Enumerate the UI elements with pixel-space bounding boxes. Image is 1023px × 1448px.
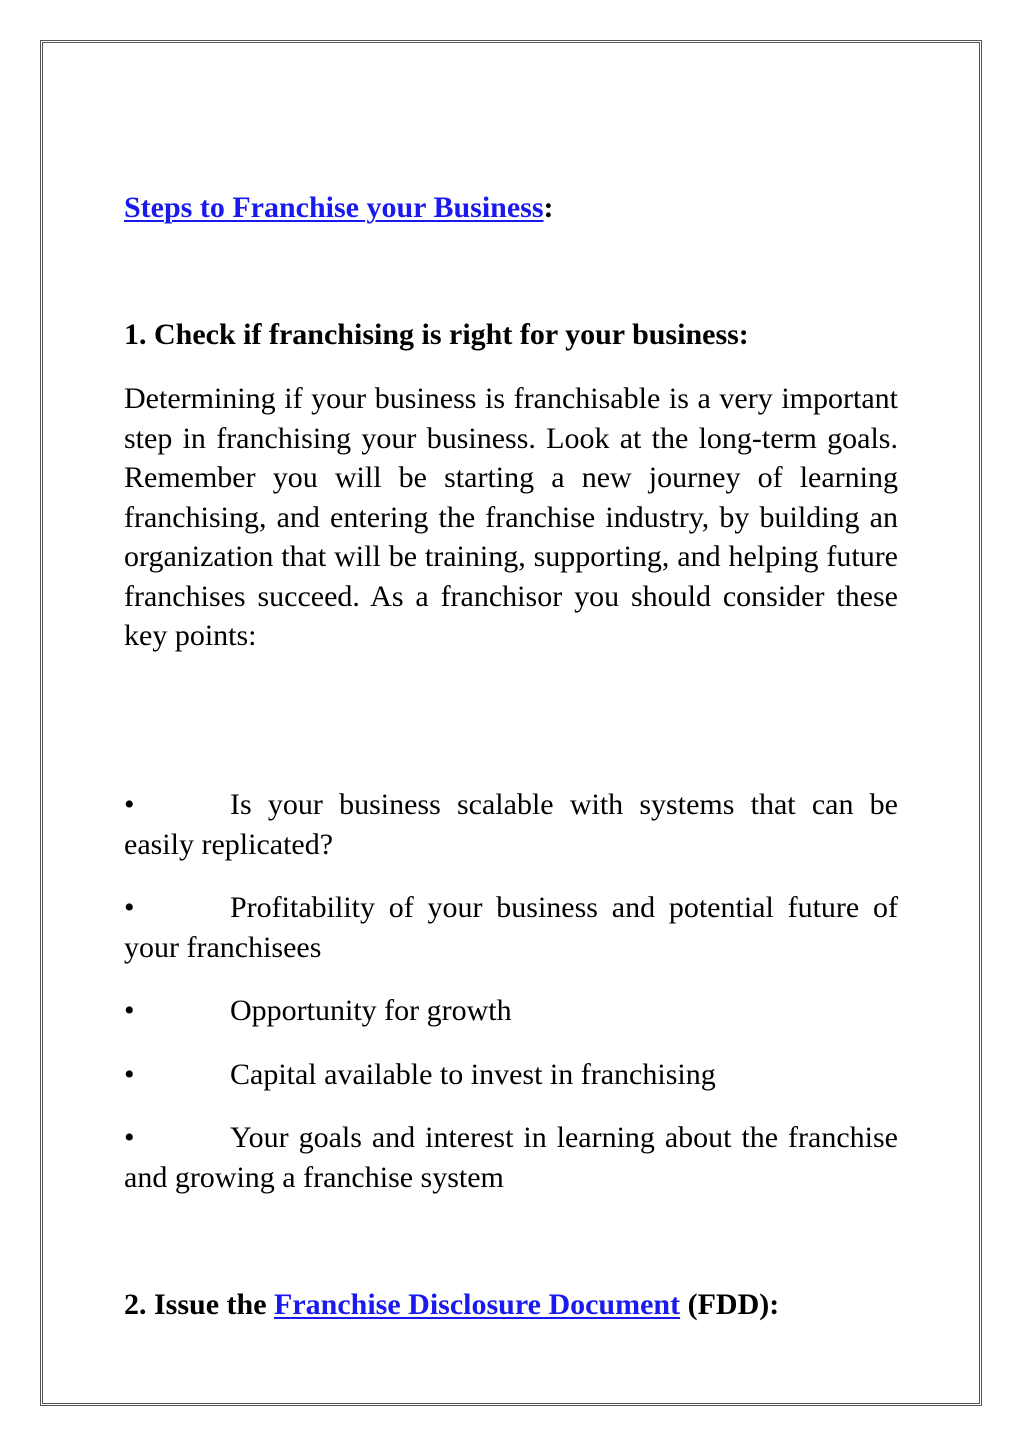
page-title xyxy=(124,188,898,228)
bullet-text: Your goals and interest in learning about the franchise and growing a franchise system xyxy=(124,1121,898,1194)
bullet-icon: • xyxy=(124,1057,135,1091)
section1-heading: 1. Check if franchising is right for your business: xyxy=(124,318,749,351)
bullet-icon: • xyxy=(124,994,135,1027)
list-item xyxy=(124,1055,898,1095)
bullet-text: Opportunity for growth xyxy=(230,994,512,1027)
bullet-icon: • xyxy=(124,1121,135,1154)
title-suffix: : xyxy=(543,191,554,224)
title-link[interactable]: Steps to Franchise your Business xyxy=(124,191,544,224)
bullet-text: Capital available to invest in franchising xyxy=(230,1057,716,1091)
key-points-list xyxy=(124,785,898,1221)
list-item xyxy=(124,888,898,967)
section1-paragraph: Determining if your business is franchisable is a very important step in franchising your business. Look at the long-term goals. Remember you will be starting a new journey of learning franchising, and entering the franchise industry, by building an organization that will be training, supporting, and helping future franchises succeed. As a franchisor you should consider these key points: xyxy=(124,382,898,652)
section2-suffix: (FDD): xyxy=(680,1288,780,1321)
bullet-text: Is your business scalable with systems that can be easily replicated? xyxy=(124,788,898,861)
section2-heading xyxy=(124,1285,898,1325)
bullet-icon: • xyxy=(124,891,135,924)
bullet-icon: • xyxy=(124,788,135,821)
section2-prefix: 2. Issue the xyxy=(124,1288,275,1321)
list-item xyxy=(124,991,898,1031)
fdd-link[interactable]: Franchise Disclosure Document xyxy=(274,1288,681,1321)
bullet-text: Profitability of your business and potential future of your franchisees xyxy=(124,891,898,964)
list-item xyxy=(124,1118,898,1197)
list-item xyxy=(124,785,898,864)
